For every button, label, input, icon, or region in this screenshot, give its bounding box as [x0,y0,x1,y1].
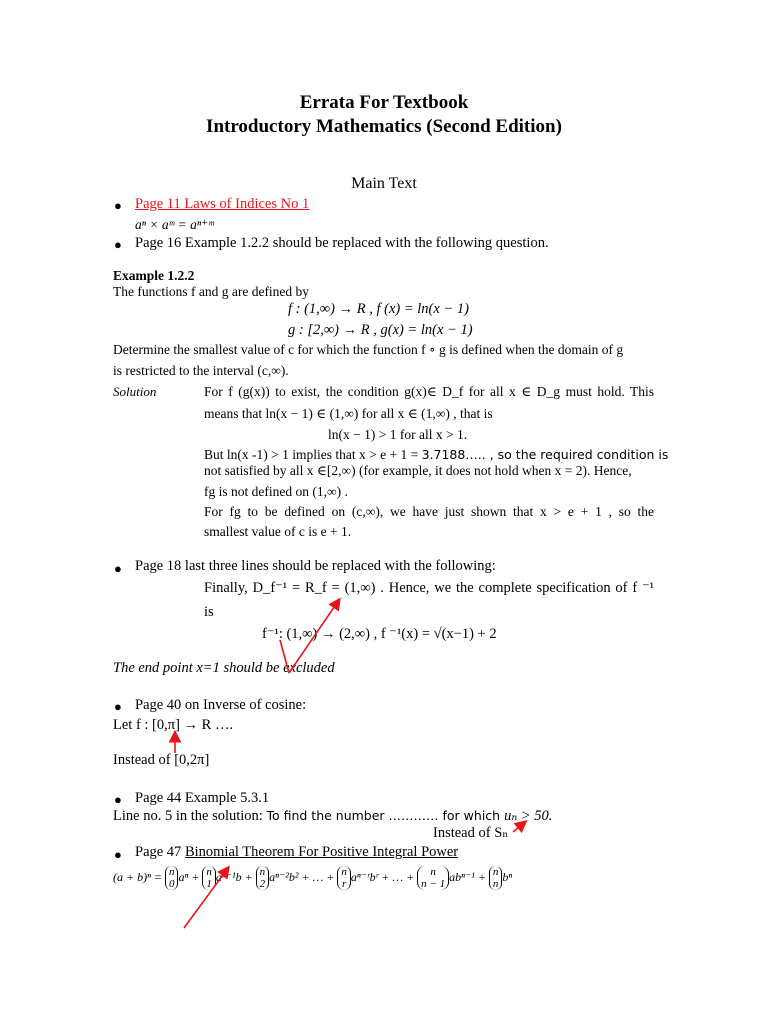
item3-line2: is [204,604,214,620]
bullet-icon: ● [114,198,122,213]
bullet-icon: ● [114,237,122,252]
binom-term: aⁿ + [178,869,200,884]
item5-line1-math: uₙ > 50. [504,808,553,824]
example-question-line2: is restricted to the interval (c,∞). [113,363,289,378]
binom-top: n [259,866,266,878]
example-heading: Example 1.2.2 [113,268,195,283]
item3-text: Page 18 last three lines should be replaced with the following: [135,558,496,574]
binomial-lhs: (a + b)ⁿ = [113,869,162,884]
item4-line2: Instead of [0,2π] [113,752,210,768]
solution-line5: not satisfied by all x ∈[2,∞) (for example, it does not hold when x = 2). Hence, [204,463,632,478]
item5-line1-prefix: Line no. 5 in the solution: [113,808,267,824]
binom-bottom: n − 1 [421,878,446,890]
binom-top: n [206,866,212,878]
item5-text: Page 44 Example 5.3.1 [135,790,270,806]
example-intro: The functions f and g are defined by [113,284,310,299]
binom-bottom: r [341,878,347,890]
bullet-icon: ● [114,847,122,862]
solution-line6: fg is not defined on (1,∞) . [204,484,348,499]
item2-text: Page 16 Example 1.2.2 should be replaced with the following question. [135,235,549,251]
binom-bottom: 0 [168,878,175,890]
item4-line1: Let f : [0,π] → R …. [113,717,234,733]
bullet-icon: ● [114,699,122,714]
binom-bottom: n [492,878,499,890]
item3-line1: Finally, D_f⁻¹ = R_f = (1,∞) . Hence, we the complete specification of f ⁻¹ [204,580,654,596]
solution-line7: For fg to be defined on (c,∞), we have just shown that x > e + 1 , so the [204,504,654,519]
binom-bottom: 2 [259,878,266,890]
item1-formula: aⁿ × aᵐ = aⁿ⁺ᵐ [135,217,214,232]
arrow-to-f-inverse-arrow [280,640,289,673]
solution-line3: ln(x − 1) > 1 for all x > 1. [328,427,468,442]
item6-prefix: Page 47 [135,844,185,860]
item1-link[interactable]: Page 11 Laws of Indices No 1 [135,196,310,212]
binom-top: n [341,866,347,878]
arrow-to-f-inverse-domain [289,600,339,673]
binom-term: aⁿ⁻²b² + … + [269,869,335,884]
document-title-line2: Introductory Mathematics (Second Edition) [206,116,562,137]
binom-term: aⁿ⁻ʳbʳ + … + [350,869,415,884]
item3-note: The end point x=1 should be excluded [113,660,335,676]
item6-link[interactable]: Binomial Theorem For Positive Integral Power [184,844,459,860]
item3-formula: f⁻¹: (1,∞) → (2,∞) , f ⁻¹(x) = √(x−1) + 2 [262,626,497,642]
solution-line8: smallest value of c is e + 1. [204,524,352,539]
example-def-f: f : (1,∞) → R , f (x) = ln(x − 1) [288,301,469,317]
solution-label: Solution [113,384,157,399]
solution-line4-sans: 3.7188….. , so the required condition is [421,447,669,462]
binom-top: n [168,866,175,878]
binom-term: abⁿ⁻¹ + [449,869,486,884]
arrow-to-binomial-term [184,868,228,928]
binom-bottom: 1 [206,878,212,890]
section-heading: Main Text [351,175,417,192]
example-def-g: g : [2,∞) → R , g(x) = ln(x − 1) [288,322,473,338]
solution-line4-serif: But ln(x -1) > 1 implies that x > e + 1 = [204,447,422,462]
binom-term: aⁿ⁻¹b + [215,869,253,884]
binom-term: bⁿ [502,869,513,884]
bullet-icon: ● [114,792,122,807]
document-title-line1: Errata For Textbook [299,92,469,113]
binom-top: n [430,866,436,878]
solution-line2: means that ln(x − 1) ∈ (1,∞) for all x ∈ (1,∞) , that is [204,406,493,421]
item5-line2: Instead of Sₙ [433,825,509,841]
item4-text: Page 40 on Inverse of cosine: [135,697,307,713]
bullet-icon: ● [114,561,122,576]
solution-line1: For f (g(x)) to exist, the condition g(x)∈ D_f for all x ∈ D_g must hold. This [204,384,654,399]
example-question-line1: Determine the smallest value of c for which the function f ∘ g is defined when the domain of g [113,342,624,357]
item5-line1-sans: To find the number ………… for which [266,808,505,823]
binom-top: n [492,866,499,878]
arrow-to-s-n [513,822,525,832]
